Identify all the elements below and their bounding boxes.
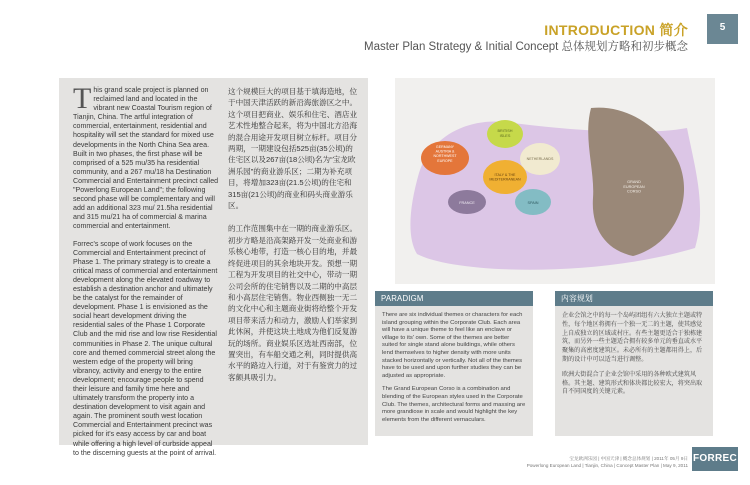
dropcap-letter: T: [73, 82, 92, 115]
section-subtitle: Master Plan Strategy & Initial Concept 总体规划方略和初步概念: [363, 41, 688, 53]
grand-corso-label-line: GRAND: [627, 180, 641, 184]
netherlands-label: NETHERLANDS: [526, 157, 554, 161]
italy-label-line: MEDITERRANEAN: [489, 177, 521, 182]
theme-diagram: [395, 78, 715, 284]
germany-label-line: AUSTRIA &: [435, 149, 455, 154]
chinese-column: [228, 86, 358, 395]
grand-corso-label-line: CORSO: [627, 189, 641, 194]
english-paragraph-1-text: his grand scale project is planned on reclaimed land and located in the vibrant new Coastal Tourism region of Tianjin, China. The artful integration of commercial, entertainment, residential and hospitality will set the standard for mixed use developments in the North China Sea area. Built in two phases, the first phase will be comprised of a 525 mu/35 ha residential community, and a 267 mu/18 ha Destination Commercial and Entertainment precinct called "Powerlong European Land"; the following second phase will be complementary and will add an additional 323 mu/ 21.5ha residential and 315 mu/21 ha of commercial & marina commercial and entertainment.: [73, 86, 219, 231]
content-plan-paragraph-2: 欧洲大街混合了企业会馆中采用的各种欧式建筑风格。其主题、建筑形式和体块都比较宏大，将突出取自不同国度的关键元素。: [562, 370, 703, 396]
british-label-line: ISLES: [499, 133, 511, 138]
france-label: FRANCE: [459, 201, 475, 205]
footer-line-chinese: 宝龙欧洲乐园 | 中国天津 | 概念总体规划 | 2011年 05月 9日: [569, 456, 688, 461]
paradigm-box: [375, 291, 533, 436]
english-column: [73, 82, 219, 466]
paradigm-paragraph-1: There are six individual themes or characters for each island grouping within the Corporate Club. Each area will have a unique theme to feel like an enclave or village to its' own. Some of the themes are better suited for single stand alone buildings, while others lend themselves to higher density with more units stacked horizontally or vertically. Not all of the themes have to be used and upon further studies they can be adjusted as appropriate.: [382, 312, 523, 379]
english-paragraph-2: Forrec's scope of work focuses on the Commercial and Entertainment precinct of Phase 1. The primary strategy is to create a critical mass of commercial and entertainment development along the elevated roadway to establish a destination anchor and ultimately be the catalyst for the remainder of development. Phase 1 is envisioned as the social heart development driving the residential sales of the Phase 1 Corporate Club and the mid rise and low rise Residential communities in Phase 2. The unique cultural core and themed commercial street along the western edge of the property will bring vibrancy, activity and energy to the entire development; encourage people to spend their leisure and family time here and ultimately transform the property into a destination development to visit again and again. The prominent south west location Commercial and Entertainment precinct was picked for it's easy access by car and boat while offering a high level of curbside appeal to the discerning guests at the point of arrival.: [73, 239, 218, 457]
paradigm-heading: PARADIGM: [375, 291, 533, 306]
content-plan-paragraph-1: 企业会馆之中的每一个岛屿团组有六大独立主题或特性，每个地区将拥有一个独一无二的主题，使其感觉上自成独立的区域或村庄。有些主题更适合于独栋建筑，而另外一些主题适合拥有较多单元的垂直或水平聚集的高密度建筑区。未必所有的主题都用得上，后期的设计中可以适当进行调整。: [562, 312, 703, 363]
forrec-logo: FORREC: [692, 447, 738, 471]
theme-diagram-svg: [395, 78, 715, 284]
british-label-line: BRITISH: [497, 129, 513, 133]
content-plan-heading: 内容规划: [555, 291, 713, 306]
germany-label-line: EUROPE: [437, 158, 453, 163]
paradigm-body: [375, 306, 533, 436]
footer-text: [527, 455, 688, 469]
paradigm-paragraph-2: The Grand European Corso is a combination and blending of the European styles used in the Corporate Club. The themes, architectural forms and massing are more grandiose in scale and would highlight the key elements from the different vernaculars.: [382, 386, 526, 423]
page-number-badge: 5: [707, 14, 738, 44]
footer-line-english: Powerlong European Land | Tianjin, China | Concept Master Plan | May 9, 2011: [526, 463, 688, 468]
chinese-paragraph-1: 这个规模巨大的项目基于填海造地，位于中国天津活跃的新沿海旅游区之中。这个项目把商业、娱乐和住宅、酒店业艺术性地整合起来，将为中国北方沿海的混合用途开发项目树立标杆。项目分两期，一期建设包括525亩(35公顷)的住宅区以及267亩(18公顷)名为“宝龙欧洲乐园”的商业游乐区；二期为补充项目，将增加323亩(21.5公顷)的住宅和315亩(21公顷)的商业和码头商业游乐区。: [228, 87, 358, 211]
germany-label-line: NORTHWEST: [433, 154, 457, 159]
content-plan-box: [555, 291, 713, 436]
grand-corso-label-line: EUROPEAN: [623, 184, 645, 189]
chinese-paragraph-2: 的工作范围集中在一期的商业游乐区。初步方略是沿高架路开发一处商业和游乐核心地带，打造一核心目的地，并最终促进项目的其余地块开发。预想一期工程为开发项目的社交中心，带动一期公司会所的住宅销售以及二期的中高层和小高层住宅销售。物业西侧独一无二的文化中心和主题商业街将给整个开发项目带来活力和动力，激励人们举家到此休闲，并使这块土地成为他们反复游玩的场所。商业娱乐区选址西南部，位置突出，有车船交通之利，同时提供高水平的路边入行道，对于有鉴赏力的过客颇具吸引力。: [228, 224, 358, 382]
italy-label-line: ITALY & THE: [494, 173, 516, 177]
content-plan-body: [555, 306, 713, 409]
spain-label: SPAIN: [527, 201, 539, 205]
english-paragraph-1: [73, 82, 219, 232]
germany-label-line: GERMANY: [435, 145, 455, 149]
section-title: INTRODUCTION 简介: [544, 22, 688, 38]
